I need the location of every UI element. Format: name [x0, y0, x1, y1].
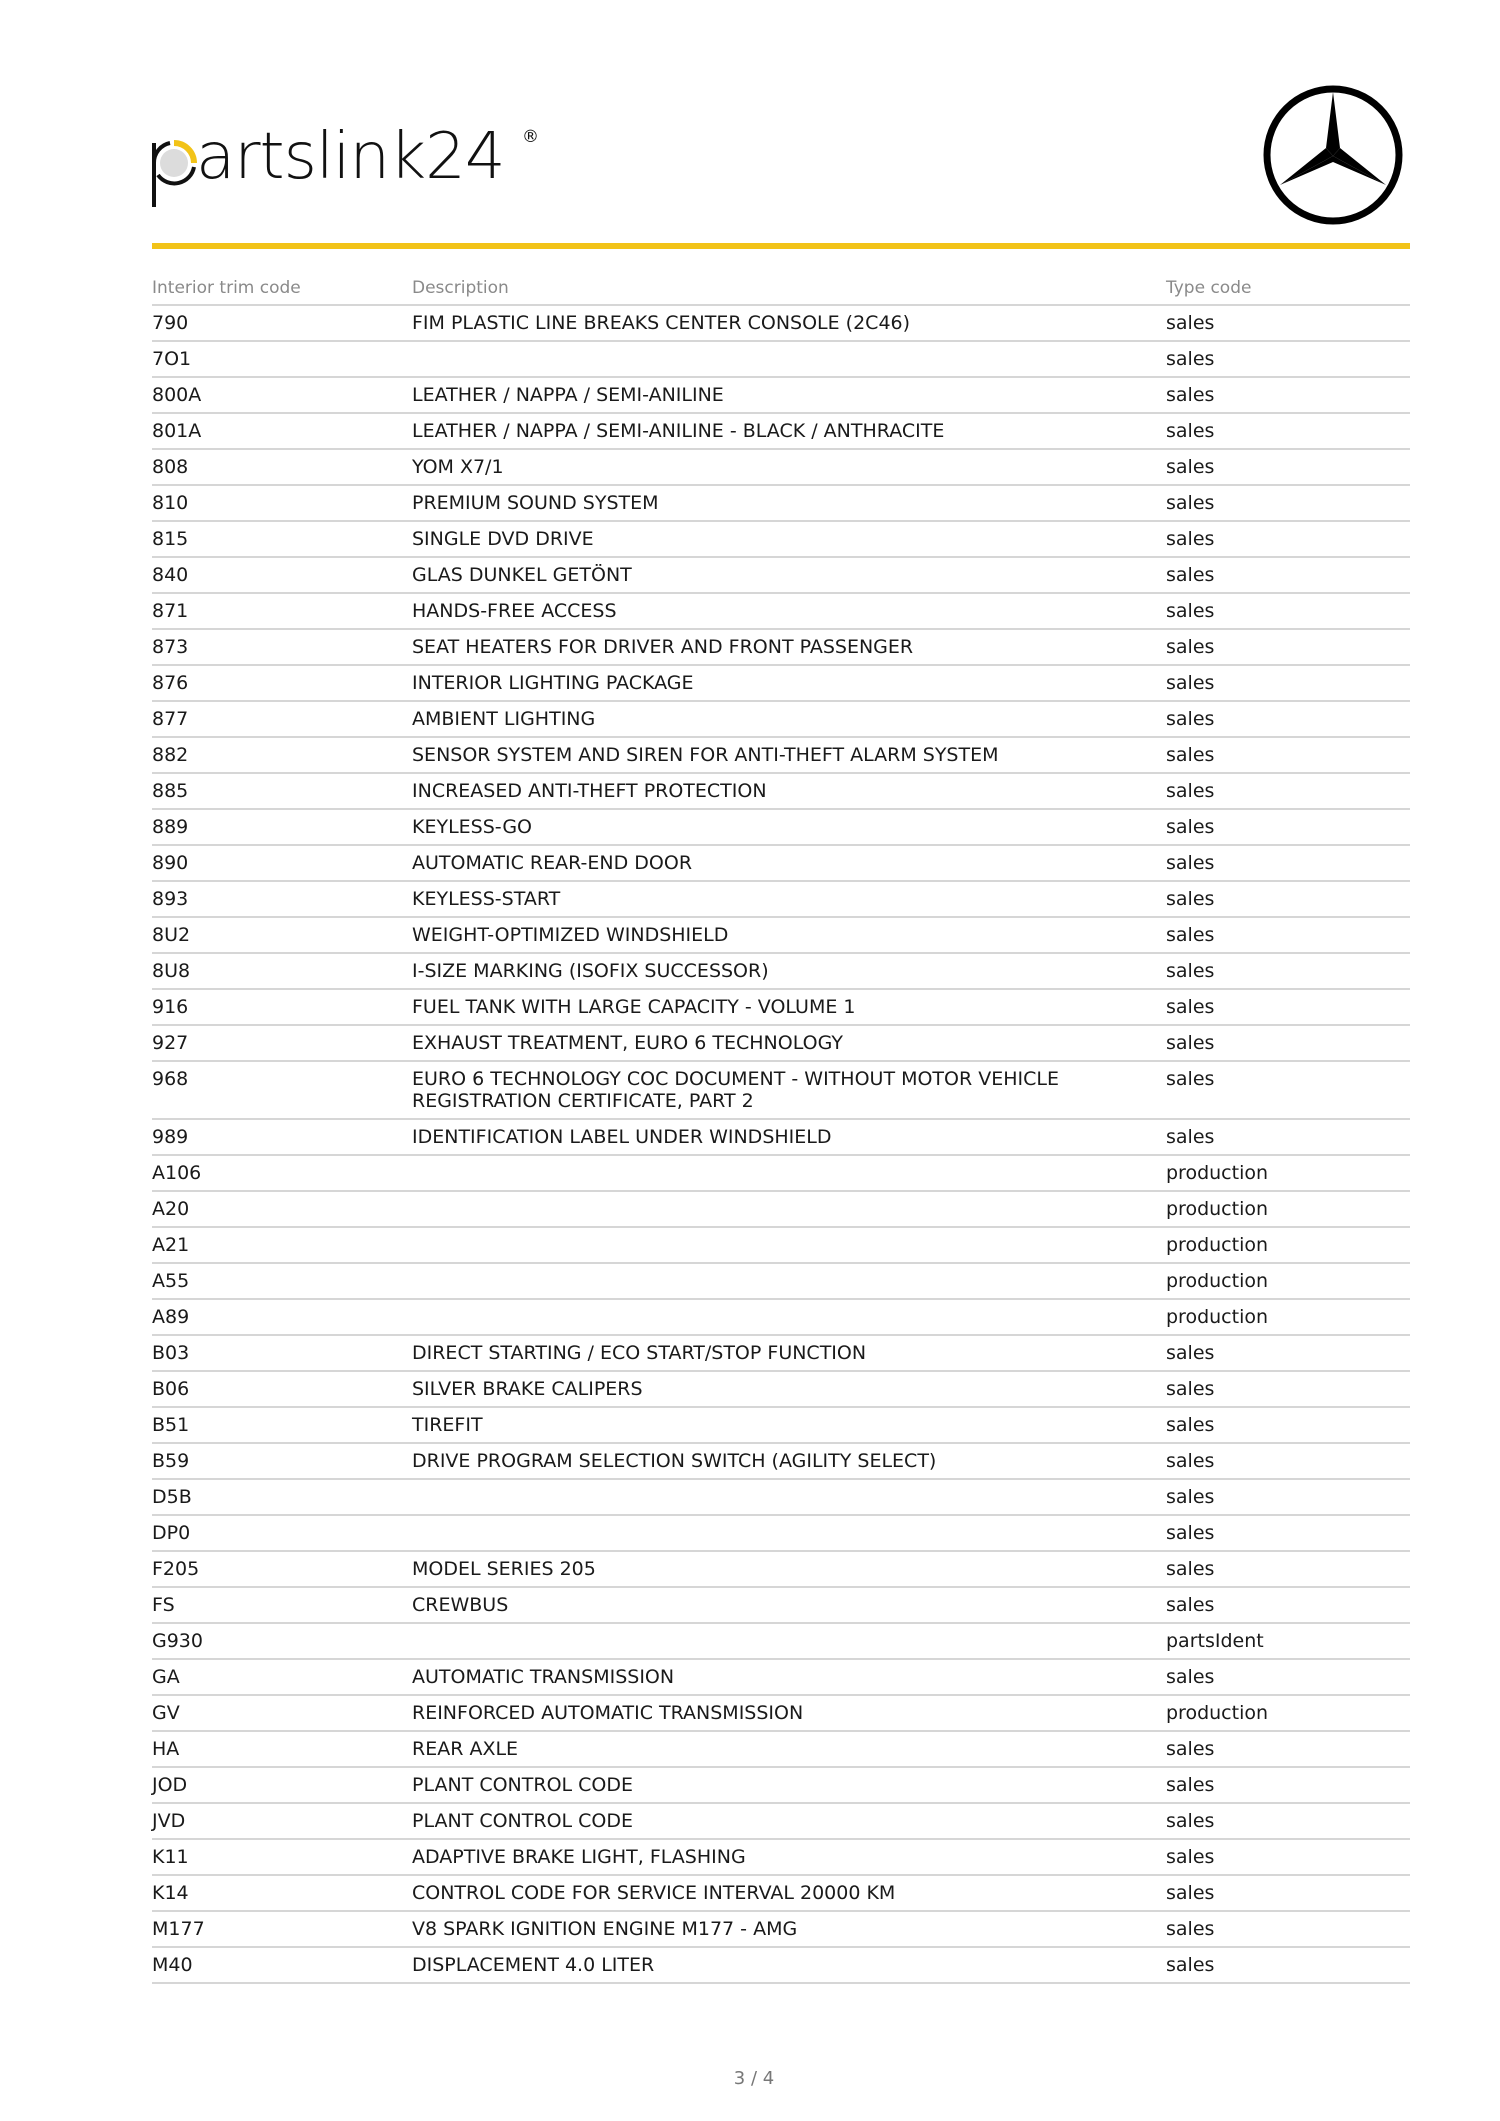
description-cell: HANDS-FREE ACCESS — [412, 593, 1166, 629]
table-row — [152, 665, 1410, 701]
table-row — [152, 1119, 1410, 1155]
parts-table — [152, 272, 1410, 1984]
description-cell: INCREASED ANTI-THEFT PROTECTION — [412, 773, 1166, 809]
table-row — [152, 1911, 1410, 1947]
trim-code-cell: B06 — [152, 1371, 412, 1407]
table-row — [152, 449, 1410, 485]
description-cell: SINGLE DVD DRIVE — [412, 521, 1166, 557]
table-row — [152, 1191, 1410, 1227]
table-row — [152, 1803, 1410, 1839]
trim-code-cell: F205 — [152, 1551, 412, 1587]
type-code-cell: sales — [1166, 1911, 1410, 1947]
table-row — [152, 485, 1410, 521]
trim-code-cell: A20 — [152, 1191, 412, 1227]
trim-code-cell: 889 — [152, 809, 412, 845]
table-row — [152, 1479, 1410, 1515]
table-row — [152, 1299, 1410, 1335]
trim-code-cell: GV — [152, 1695, 412, 1731]
trim-code-cell: 968 — [152, 1061, 412, 1119]
type-code-cell: sales — [1166, 701, 1410, 737]
table-row — [152, 1025, 1410, 1061]
type-code-cell: sales — [1166, 377, 1410, 413]
table-row — [152, 305, 1410, 341]
description-cell: SILVER BRAKE CALIPERS — [412, 1371, 1166, 1407]
table-row — [152, 1839, 1410, 1875]
table-row — [152, 1731, 1410, 1767]
type-code-cell: sales — [1166, 1025, 1410, 1061]
description-cell: KEYLESS-START — [412, 881, 1166, 917]
trim-code-cell: 801A — [152, 413, 412, 449]
trim-code-cell: 873 — [152, 629, 412, 665]
type-code-cell: sales — [1166, 989, 1410, 1025]
trim-code-cell: 916 — [152, 989, 412, 1025]
table-row — [152, 1551, 1410, 1587]
type-code-cell: sales — [1166, 1731, 1410, 1767]
table-row — [152, 1767, 1410, 1803]
trim-code-cell: DP0 — [152, 1515, 412, 1551]
page-indicator: 3 / 4 — [733, 2068, 775, 2089]
description-cell — [412, 1227, 1166, 1263]
description-cell: AUTOMATIC TRANSMISSION — [412, 1659, 1166, 1695]
description-cell: V8 SPARK IGNITION ENGINE M177 - AMG — [412, 1911, 1166, 1947]
table-header-row — [152, 272, 1410, 305]
type-code-cell: sales — [1166, 665, 1410, 701]
type-code-cell: sales — [1166, 593, 1410, 629]
description-cell: IDENTIFICATION LABEL UNDER WINDSHIELD — [412, 1119, 1166, 1155]
description-cell: AUTOMATIC REAR-END DOOR — [412, 845, 1166, 881]
trim-code-cell: 893 — [152, 881, 412, 917]
table-row — [152, 413, 1410, 449]
table-row — [152, 989, 1410, 1025]
description-cell: I-SIZE MARKING (ISOFIX SUCCESSOR) — [412, 953, 1166, 989]
description-cell: CREWBUS — [412, 1587, 1166, 1623]
description-cell: REAR AXLE — [412, 1731, 1166, 1767]
type-code-cell: sales — [1166, 521, 1410, 557]
trim-code-cell: 790 — [152, 305, 412, 341]
type-code-cell: sales — [1166, 341, 1410, 377]
trim-code-cell: 800A — [152, 377, 412, 413]
table-row — [152, 881, 1410, 917]
registered-mark: ® — [522, 127, 539, 147]
type-code-cell: production — [1166, 1263, 1410, 1299]
description-cell: PLANT CONTROL CODE — [412, 1767, 1166, 1803]
table-row — [152, 1659, 1410, 1695]
table-row — [152, 341, 1410, 377]
trim-code-cell: 871 — [152, 593, 412, 629]
description-cell: FIM PLASTIC LINE BREAKS CENTER CONSOLE (2C46) — [412, 305, 1166, 341]
description-cell: EURO 6 TECHNOLOGY COC DOCUMENT - WITHOUT MOTOR VEHICLE REGISTRATION CERTIFICATE, PART 2 — [412, 1061, 1166, 1119]
type-code-cell: sales — [1166, 1767, 1410, 1803]
table-row — [152, 1947, 1410, 1983]
type-code-cell: sales — [1166, 1407, 1410, 1443]
type-code-cell: sales — [1166, 1551, 1410, 1587]
description-cell — [412, 1191, 1166, 1227]
type-code-cell: production — [1166, 1299, 1410, 1335]
trim-code-cell: A106 — [152, 1155, 412, 1191]
type-code-cell: sales — [1166, 1061, 1410, 1119]
trim-code-cell: JVD — [152, 1803, 412, 1839]
trim-code-cell: HA — [152, 1731, 412, 1767]
trim-code-cell: 927 — [152, 1025, 412, 1061]
type-code-cell: sales — [1166, 1515, 1410, 1551]
table-row — [152, 809, 1410, 845]
type-code-cell: sales — [1166, 485, 1410, 521]
trim-code-cell: M177 — [152, 1911, 412, 1947]
trim-code-cell: 8U8 — [152, 953, 412, 989]
type-code-cell: sales — [1166, 629, 1410, 665]
description-cell: EXHAUST TREATMENT, EURO 6 TECHNOLOGY — [412, 1025, 1166, 1061]
type-code-cell: sales — [1166, 845, 1410, 881]
description-cell — [412, 1299, 1166, 1335]
trim-code-cell: B59 — [152, 1443, 412, 1479]
type-code-cell: production — [1166, 1695, 1410, 1731]
table-row — [152, 377, 1410, 413]
description-cell — [412, 1155, 1166, 1191]
description-cell: REINFORCED AUTOMATIC TRANSMISSION — [412, 1695, 1166, 1731]
type-code-cell: sales — [1166, 413, 1410, 449]
table-row — [152, 1695, 1410, 1731]
table-row — [152, 593, 1410, 629]
table-row — [152, 629, 1410, 665]
description-cell — [412, 1515, 1166, 1551]
description-cell: AMBIENT LIGHTING — [412, 701, 1166, 737]
table-row — [152, 1155, 1410, 1191]
type-code-cell: production — [1166, 1227, 1410, 1263]
table-row — [152, 1227, 1410, 1263]
description-cell: CONTROL CODE FOR SERVICE INTERVAL 20000 KM — [412, 1875, 1166, 1911]
column-header-type-code: Type code — [1166, 272, 1410, 305]
trim-code-cell: 7O1 — [152, 341, 412, 377]
trim-code-cell: K11 — [152, 1839, 412, 1875]
type-code-cell: partsIdent — [1166, 1623, 1410, 1659]
type-code-cell: sales — [1166, 449, 1410, 485]
trim-code-cell: 885 — [152, 773, 412, 809]
type-code-cell: sales — [1166, 1839, 1410, 1875]
description-cell: PREMIUM SOUND SYSTEM — [412, 485, 1166, 521]
type-code-cell: sales — [1166, 773, 1410, 809]
trim-code-cell: 815 — [152, 521, 412, 557]
type-code-cell: sales — [1166, 305, 1410, 341]
type-code-cell: sales — [1166, 1875, 1410, 1911]
type-code-cell: production — [1166, 1155, 1410, 1191]
type-code-cell: sales — [1166, 1443, 1410, 1479]
trim-code-cell: 840 — [152, 557, 412, 593]
description-cell: YOM X7/1 — [412, 449, 1166, 485]
description-cell: LEATHER / NAPPA / SEMI-ANILINE - BLACK / ANTHRACITE — [412, 413, 1166, 449]
header-divider — [152, 243, 1410, 249]
type-code-cell: sales — [1166, 881, 1410, 917]
type-code-cell: sales — [1166, 1587, 1410, 1623]
trim-code-cell: M40 — [152, 1947, 412, 1983]
table-row — [152, 737, 1410, 773]
trim-code-cell: A21 — [152, 1227, 412, 1263]
trim-code-cell: B03 — [152, 1335, 412, 1371]
description-cell: KEYLESS-GO — [412, 809, 1166, 845]
description-cell: FUEL TANK WITH LARGE CAPACITY - VOLUME 1 — [412, 989, 1166, 1025]
mercedes-star-icon — [1262, 84, 1404, 226]
table-row — [152, 1443, 1410, 1479]
table-row — [152, 557, 1410, 593]
type-code-cell: sales — [1166, 917, 1410, 953]
logo-p-icon — [150, 137, 200, 207]
table-row — [152, 1335, 1410, 1371]
table-row — [152, 521, 1410, 557]
trim-code-cell: 808 — [152, 449, 412, 485]
description-cell: GLAS DUNKEL GETÖNT — [412, 557, 1166, 593]
column-header-interior-trim-code: Interior trim code — [152, 272, 412, 305]
type-code-cell: sales — [1166, 953, 1410, 989]
trim-code-cell: FS — [152, 1587, 412, 1623]
table-row — [152, 1875, 1410, 1911]
trim-code-cell: 877 — [152, 701, 412, 737]
table-row — [152, 917, 1410, 953]
table-row — [152, 845, 1410, 881]
trim-code-cell: B51 — [152, 1407, 412, 1443]
description-cell: WEIGHT-OPTIMIZED WINDSHIELD — [412, 917, 1166, 953]
table-row — [152, 701, 1410, 737]
type-code-cell: sales — [1166, 1335, 1410, 1371]
table-row — [152, 1623, 1410, 1659]
type-code-cell: sales — [1166, 1659, 1410, 1695]
type-code-cell: sales — [1166, 557, 1410, 593]
table-row — [152, 953, 1410, 989]
type-code-cell: sales — [1166, 1119, 1410, 1155]
trim-code-cell: GA — [152, 1659, 412, 1695]
trim-code-cell: K14 — [152, 1875, 412, 1911]
description-cell: INTERIOR LIGHTING PACKAGE — [412, 665, 1166, 701]
table-row — [152, 1407, 1410, 1443]
trim-code-cell: D5B — [152, 1479, 412, 1515]
table-row — [152, 1515, 1410, 1551]
type-code-cell: sales — [1166, 809, 1410, 845]
trim-code-cell: 882 — [152, 737, 412, 773]
trim-code-cell: 890 — [152, 845, 412, 881]
trim-code-cell: 810 — [152, 485, 412, 521]
logo-text: artslink24 — [196, 120, 505, 194]
description-cell — [412, 341, 1166, 377]
trim-code-cell: 989 — [152, 1119, 412, 1155]
description-cell: TIREFIT — [412, 1407, 1166, 1443]
table-row — [152, 1371, 1410, 1407]
trim-code-cell: JOD — [152, 1767, 412, 1803]
description-cell: ADAPTIVE BRAKE LIGHT, FLASHING — [412, 1839, 1166, 1875]
description-cell: PLANT CONTROL CODE — [412, 1803, 1166, 1839]
description-cell: MODEL SERIES 205 — [412, 1551, 1166, 1587]
type-code-cell: sales — [1166, 1479, 1410, 1515]
description-cell — [412, 1263, 1166, 1299]
type-code-cell: sales — [1166, 737, 1410, 773]
trim-code-cell: A55 — [152, 1263, 412, 1299]
table-row — [152, 773, 1410, 809]
description-cell: LEATHER / NAPPA / SEMI-ANILINE — [412, 377, 1166, 413]
description-cell: DIRECT STARTING / ECO START/STOP FUNCTION — [412, 1335, 1166, 1371]
description-cell: DRIVE PROGRAM SELECTION SWITCH (AGILITY SELECT) — [412, 1443, 1166, 1479]
description-cell — [412, 1479, 1166, 1515]
description-cell: SEAT HEATERS FOR DRIVER AND FRONT PASSENGER — [412, 629, 1166, 665]
description-cell: SENSOR SYSTEM AND SIREN FOR ANTI-THEFT ALARM SYSTEM — [412, 737, 1166, 773]
type-code-cell: sales — [1166, 1947, 1410, 1983]
type-code-cell: production — [1166, 1191, 1410, 1227]
type-code-cell: sales — [1166, 1803, 1410, 1839]
trim-code-cell: 876 — [152, 665, 412, 701]
trim-code-cell: G930 — [152, 1623, 412, 1659]
type-code-cell: sales — [1166, 1371, 1410, 1407]
table-row — [152, 1061, 1410, 1119]
description-cell — [412, 1623, 1166, 1659]
table-row — [152, 1263, 1410, 1299]
trim-code-cell: A89 — [152, 1299, 412, 1335]
column-header-description: Description — [412, 272, 1166, 305]
description-cell: DISPLACEMENT 4.0 LITER — [412, 1947, 1166, 1983]
table-row — [152, 1587, 1410, 1623]
trim-code-cell: 8U2 — [152, 917, 412, 953]
